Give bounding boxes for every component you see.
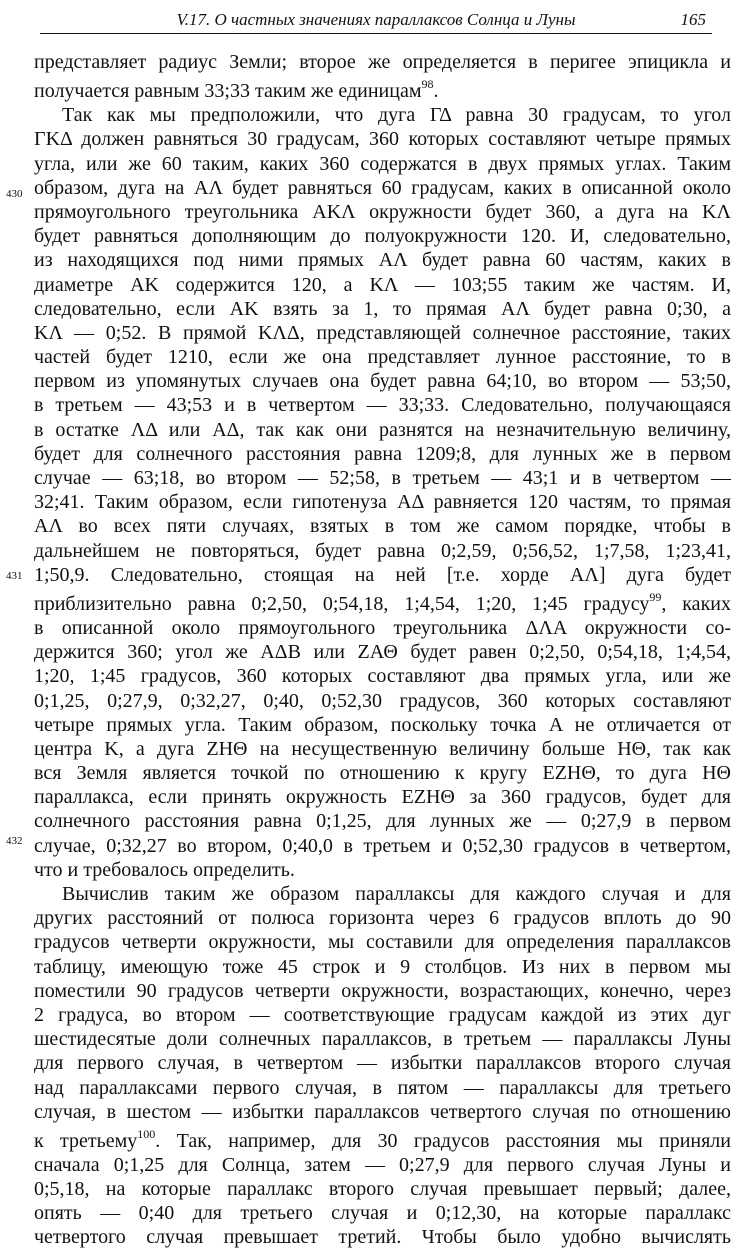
text-line: 2 градуса, во втором — соответствующие градусам каждой из этих дуг: [34, 1003, 731, 1026]
text-line: вся Земля является точкой по отношению к кругу ΕΖΗΘ, то дуга ΗΘ: [34, 762, 731, 785]
text-line: опять — 0;40 для третьего случая и 0;12,30, на которые параллакс: [34, 1202, 731, 1225]
text-line: над параллаксами первого случая, в пятом — параллаксы для третьего: [34, 1076, 731, 1099]
text-line: для первого случая, в четвертом — избытки параллаксов второго случая: [34, 1052, 731, 1075]
text-line: других расстояний от полюса горизонта через 6 градусов вплоть до 90: [34, 907, 731, 930]
text-line: [34, 1124, 731, 1153]
text-span: к третьему: [34, 1129, 138, 1152]
text-span: .: [433, 80, 439, 103]
footnote-ref: 98: [421, 77, 434, 92]
text-line: угла, или же 60 таким, каких 360 содержатся в двух прямых углах. Таким: [34, 152, 731, 175]
text-line: Вычислив таким же образом параллаксы для каждого случая и для: [62, 883, 731, 905]
text-line: солнечного расстояния равна 0;1,25, для лунных же — 0;27,9 в первом: [34, 810, 731, 833]
header-title: V.17. О частных значениях параллаксов Солнца и Луны: [176, 10, 576, 29]
text-line: дальнейшем не повторяться, будет равна 0;2,59, 0;56,52, 1;7,58, 1;23,41,: [34, 539, 731, 562]
running-header: [40, 4, 712, 32]
text-line: центра Κ, а дуга ΖΗΘ на несущественную величину больше ΗΘ, так как: [34, 737, 731, 760]
text-line: диаметре ΑΚ содержится 120, а ΚΛ — 103;55 таким же частям. И,: [34, 273, 731, 296]
margin-number: 430: [6, 188, 23, 200]
text-line: четыре прямых угла. Таким образом, поскольку точка Α не отличается от: [34, 713, 731, 736]
text-line: представляет радиус Земли; второе же определяется в перигее эпицикла и: [34, 51, 731, 73]
text-span: . Так, например, для 30 градусов расстояния мы приняли: [155, 1129, 731, 1152]
text-line: таблицу, имеющую тоже 45 строк и 9 столбцов. Из них в первом мы: [34, 955, 731, 978]
page-number: 165: [680, 10, 706, 29]
margin-number: 432: [6, 835, 23, 847]
text-line: будет равняться дополняющим до полуокружности 120. И, следовательно,: [34, 225, 731, 248]
text-line: ΓΚΔ должен равняться 30 градусам, 360 которых составляют четыре прямых: [34, 128, 731, 151]
text-span: , каких: [661, 592, 731, 615]
text-line: в третьем — 43;53 и в четвертом — 33;33. Следовательно, получающаяся: [34, 394, 731, 417]
text-line: случае, 0;32,27 во втором, 0;40,0 в третьем и 0;52,30 градусов в четвертом,: [34, 834, 731, 857]
text-line: в остатке ΛΔ или ΑΔ, так как они разнятся на незначительную величину,: [34, 418, 731, 441]
text-line: [34, 587, 731, 616]
text-line: следовательно, если ΑΚ взять за 1, то прямая ΑΛ будет равна 0;30, а: [34, 297, 731, 320]
text-line: в описанной около прямоугольного треугольника ΔΛΑ окружности со-: [34, 616, 731, 639]
text-line: частей будет 1210, если же она представляет лунное расстояние, то в: [34, 346, 731, 369]
main-text: [34, 50, 731, 1250]
text-line: шестидесятые доли солнечных параллаксов, в третьем — параллаксы Луны: [34, 1028, 731, 1051]
footnote-ref: 100: [137, 1126, 156, 1141]
text-line: четвертого случая превышает третий. Чтобы было удобно вычислять: [34, 1226, 731, 1249]
text-line: 1;20, 1;45 градусов, 360 которых составляют два прямых угла, или же: [34, 665, 731, 688]
text-line: из находящихся под ними прямых ΑΛ будет равна 60 частям, каких в: [34, 249, 731, 272]
text-line: прямоугольного треугольника ΑΚΛ окружности будет 360, а дуга на ΚΛ: [34, 200, 731, 223]
text-line: [34, 74, 731, 103]
text-line: 0;1,25, 0;27,9, 0;32,27, 0;40, 0;52,30 градусов, 360 которых составляют: [34, 689, 731, 712]
text-line: случае — 63;18, во втором — 52;58, в третьем — 43;1 и в четвертом —: [34, 467, 731, 489]
text-line: 32;41. Таким образом, если гипотенуза ΑΔ равняется 120 частям, то прямая: [34, 491, 731, 514]
header-rule: [40, 33, 712, 34]
text-line: первом из упомянутых случаев она будет равна 64;10, во втором — 53;50,: [34, 370, 731, 393]
text-line: держится 360; угол же ΑΔΒ или ΖΑΘ будет равен 0;2,50, 0;54,18, 1;4,54,: [34, 641, 731, 664]
text-line: параллакса, если принять окружность ΕΖΗΘ за 360 градусов, будет для: [34, 786, 731, 809]
text-line: ΑΛ во всех пяти случаях, взятых в том же самом порядке, чтобы в: [34, 515, 731, 538]
text-line: будет для солнечного расстояния равна 1209;8, для лунных же в первом: [34, 442, 731, 465]
text-line: образом, дуга на ΑΛ будет равняться 60 градусам, каких в описанной около: [34, 176, 731, 199]
text-line: сначала 0;1,25 для Солнца, затем — 0;27,9 для первого случая Луны и: [34, 1153, 731, 1176]
text-line: градусов четверти окружности, мы составили для определения параллаксов: [34, 931, 731, 954]
text-line: 0;5,18, на которые параллакс второго случая превышает первый; далее,: [34, 1178, 731, 1201]
text-span: приблизительно равна 0;2,50, 0;54,18, 1;4,54, 1;20, 1;45 градусу: [34, 592, 650, 615]
text-line: что и требовалось определить.: [34, 858, 295, 881]
margin-number: 431: [6, 570, 23, 582]
text-line: поместили 90 градусов четверти окружности, возрастающих, конечно, через: [34, 979, 731, 1002]
text-line: случая, в шестом — избытки параллаксов четвертого случая по отношению: [34, 1100, 731, 1123]
text-span: получается равным 33;33 таким же единицам: [34, 80, 422, 103]
text-line: ΚΛ — 0;52. В прямой ΚΛΔ, представляющей солнечное расстояние, таких: [34, 321, 731, 344]
text-line: Так как мы предположили, что дуга ΓΔ равна 30 градусам, то угол: [62, 104, 731, 127]
text-line: 1;50,9. Следовательно, стоящая на ней [т.е. хорде ΑΛ] дуга будет: [34, 563, 731, 586]
footnote-ref: 99: [649, 589, 662, 604]
